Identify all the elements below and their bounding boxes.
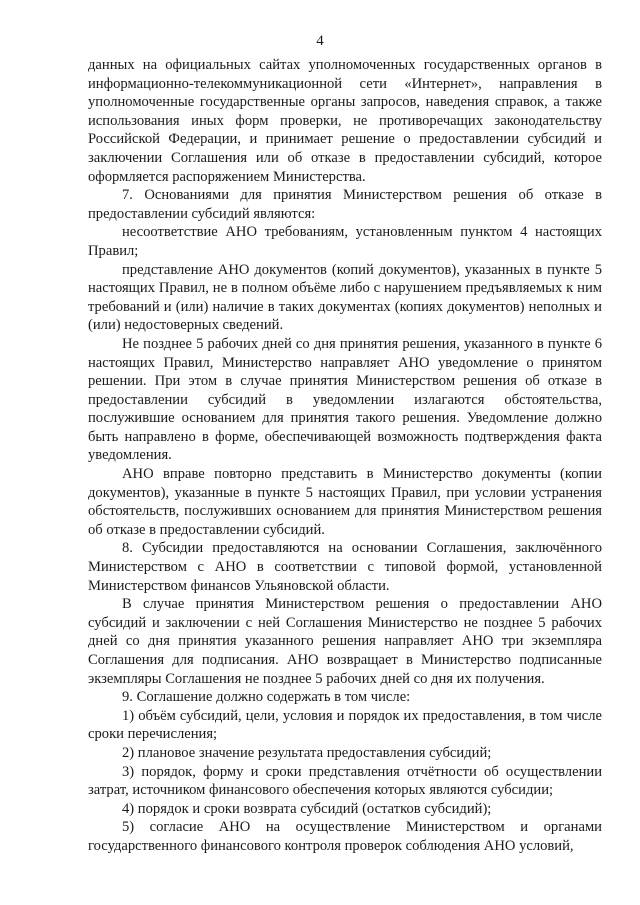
paragraph-refusal-ground-2: представление АНО документов (копий документов), указанных в пункте 5 настоящих Правил, не в полном объёме либо с нарушением предъявляемых к ним требований и (или) наличие в таких документах (копиях документов) неполных и (или) недостоверных сведений. xyxy=(88,261,602,334)
paragraph-agreement-signing: В случае принятия Министерством решения о предоставлении АНО субсидий и заключении с ней Соглашения Министерство не позднее 5 рабочих дней со дня принятия указанного решения направляет АНО три экземпляра Соглашения для подписания. АНО возвращает в Министерство подписанные экземпляры Соглашения не позднее 5 рабочих дней со дня их получения. xyxy=(88,596,602,687)
paragraph-clause-9: 9. Соглашение должно содержать в том числе: xyxy=(122,689,411,706)
paragraph-item-4: 4) порядок и сроки возврата субсидий (остатков субсидий); xyxy=(122,800,492,817)
paragraph-item-5: 5) согласие АНО на осуществление Министерством и органами государственного финансового контроля проверок соблюдения АНО условий, xyxy=(88,819,602,854)
paragraph-notification: Не позднее 5 рабочих дней со дня принятия решения, указанного в пункте 6 настоящих Правил, Министерство направляет АНО уведомление о принятом решении. При этом в случае принятия Министерством решения об отказе в предоставлении субсидий в уведомлении излагаются обстоятельства, послужившие основанием для принятия такого решения. Уведомление должно быть направлено в форме, обеспечивающей возможность подтверждения факта уведомления. xyxy=(88,335,602,464)
paragraph-clause-7: 7. Основаниями для принятия Министерством решения об отказе в предоставлении субсидий являются: xyxy=(88,187,602,222)
paragraph-resubmission: АНО вправе повторно представить в Министерство документы (копии документов), указанные в пункте 5 настоящих Правил, при условии устранения обстоятельств, послуживших основанием для принятия Министерством решения об отказе в предоставлении субсидий. xyxy=(88,466,602,538)
paragraph-item-3: 3) порядок, форму и сроки представления отчётности об осуществлении затрат, источником финансового обеспечения которых являются субсидии; xyxy=(88,763,602,799)
paragraph-continuation: данных на официальных сайтах уполномоченных государственных органов в информационно-телекоммуникационной сети «Интернет», направления в уполномоченные государственные органы запросов, наведения справок, а также использования иных форм проверки, не противоречащих законодательству Российской Федерации, и принимает решение о предоставлении субсидий и заключении Соглашения или об отказе в предоставлении субсидий, которое оформляется распоряжением Министерства. xyxy=(88,57,602,185)
paragraph-clause-8: 8. Субсидии предоставляются на основании Соглашения, заключённого Министерством с АНО в соответствии с типовой формой, установленной Министерством финансов Ульяновской области. xyxy=(88,540,602,594)
paragraph-item-2: 2) плановое значение результата предоставления субсидий; xyxy=(122,744,492,761)
page-number: 4 xyxy=(316,33,324,49)
document-body xyxy=(88,56,602,856)
paragraph-item-1: 1) объём субсидий, цели, условия и порядок их предоставления, в том числе сроки перечисления; xyxy=(88,707,602,743)
paragraph-refusal-ground-1: несоответствие АНО требованиям, установленным пунктом 4 настоящих Правил; xyxy=(88,224,602,259)
